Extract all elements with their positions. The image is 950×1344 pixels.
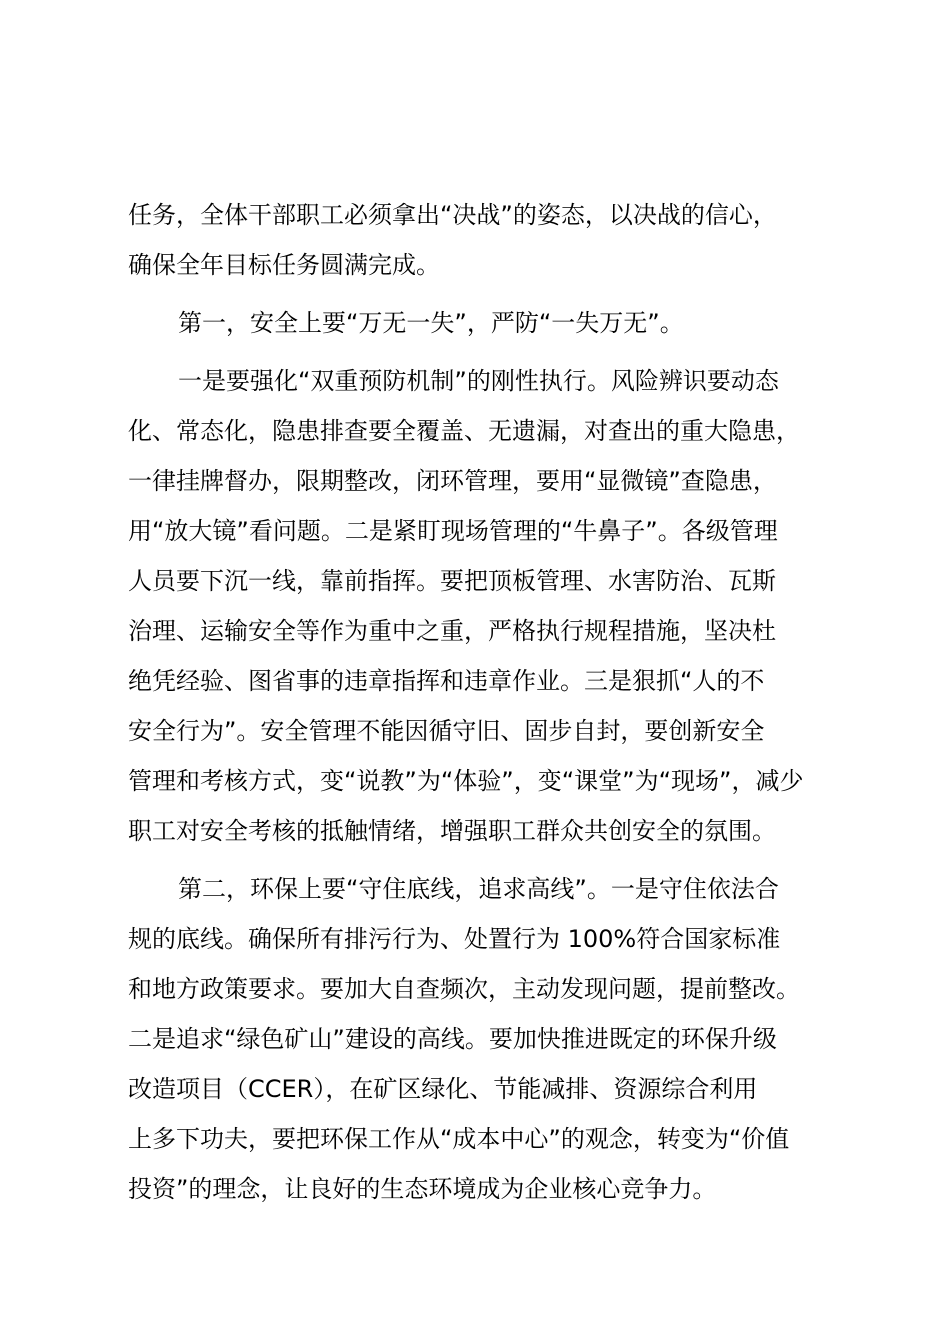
text-line: 安全行为”。安全管理不能因循守旧、固步自封，要创新安全	[128, 717, 765, 745]
text-line: 治理、运输安全等作为重中之重，严格执行规程措施，坚决杜	[128, 617, 776, 645]
paragraph-safety-measures	[128, 356, 848, 856]
section-heading-safety	[128, 298, 848, 348]
text-line: 管理和考核方式，变“说教”为“体验”，变“课堂”为“现场”，减少	[128, 767, 804, 795]
text-line: 投资”的理念，让良好的生态环境成为企业核心竞争力。	[128, 1175, 717, 1203]
text-line: 上多下功夫，要把环保工作从“成本中心”的观念，转变为“价值	[128, 1125, 790, 1153]
text-line: 规的底线。确保所有排污行为、处置行为 100%符合国家标准	[128, 925, 781, 953]
paragraph-intro-continuation	[128, 190, 848, 290]
text-line: 职工对安全考核的抵触情绪，增强职工群众共创安全的氛围。	[128, 817, 776, 845]
text-line: 人员要下沉一线，靠前指挥。要把顶板管理、水害防治、瓦斯	[128, 567, 776, 595]
text-line: 和地方政策要求。要加大自查频次，主动发现问题，提前整改。	[128, 975, 800, 1003]
text-line: 一律挂牌督办，限期整改，闭环管理，要用“显微镜”查隐患，	[128, 467, 777, 495]
text-line: 用“放大镜”看问题。二是紧盯现场管理的“牛鼻子”。各级管理	[128, 517, 778, 545]
text-line: 第二，环保上要“守住底线，追求高线”。一是守住依法合	[178, 875, 779, 903]
text-line: 改造项目（CCER），在矿区绿化、节能减排、资源综合利用	[128, 1075, 758, 1103]
text-line: 二是追求“绿色矿山”建设的高线。要加快推进既定的环保升级	[128, 1025, 777, 1053]
text-line: 确保全年目标任务圆满完成。	[128, 251, 440, 279]
text-line: 任务，全体干部职工必须拿出“决战”的姿态，以决战的信心，	[128, 201, 777, 229]
body-text	[128, 190, 848, 1214]
text-line: 一是要强化“双重预防机制”的刚性执行。风险辨识要动态	[178, 367, 779, 395]
section-heading: 第一，安全上要“万无一失”，严防“一失万无”。	[178, 309, 684, 337]
text-line: 化、常态化，隐患排查要全覆盖、无遗漏，对查出的重大隐患，	[128, 417, 800, 445]
text-line: 绝凭经验、图省事的违章指挥和违章作业。三是狠抓“人的不	[128, 667, 765, 695]
paragraph-environmental	[128, 864, 848, 1214]
